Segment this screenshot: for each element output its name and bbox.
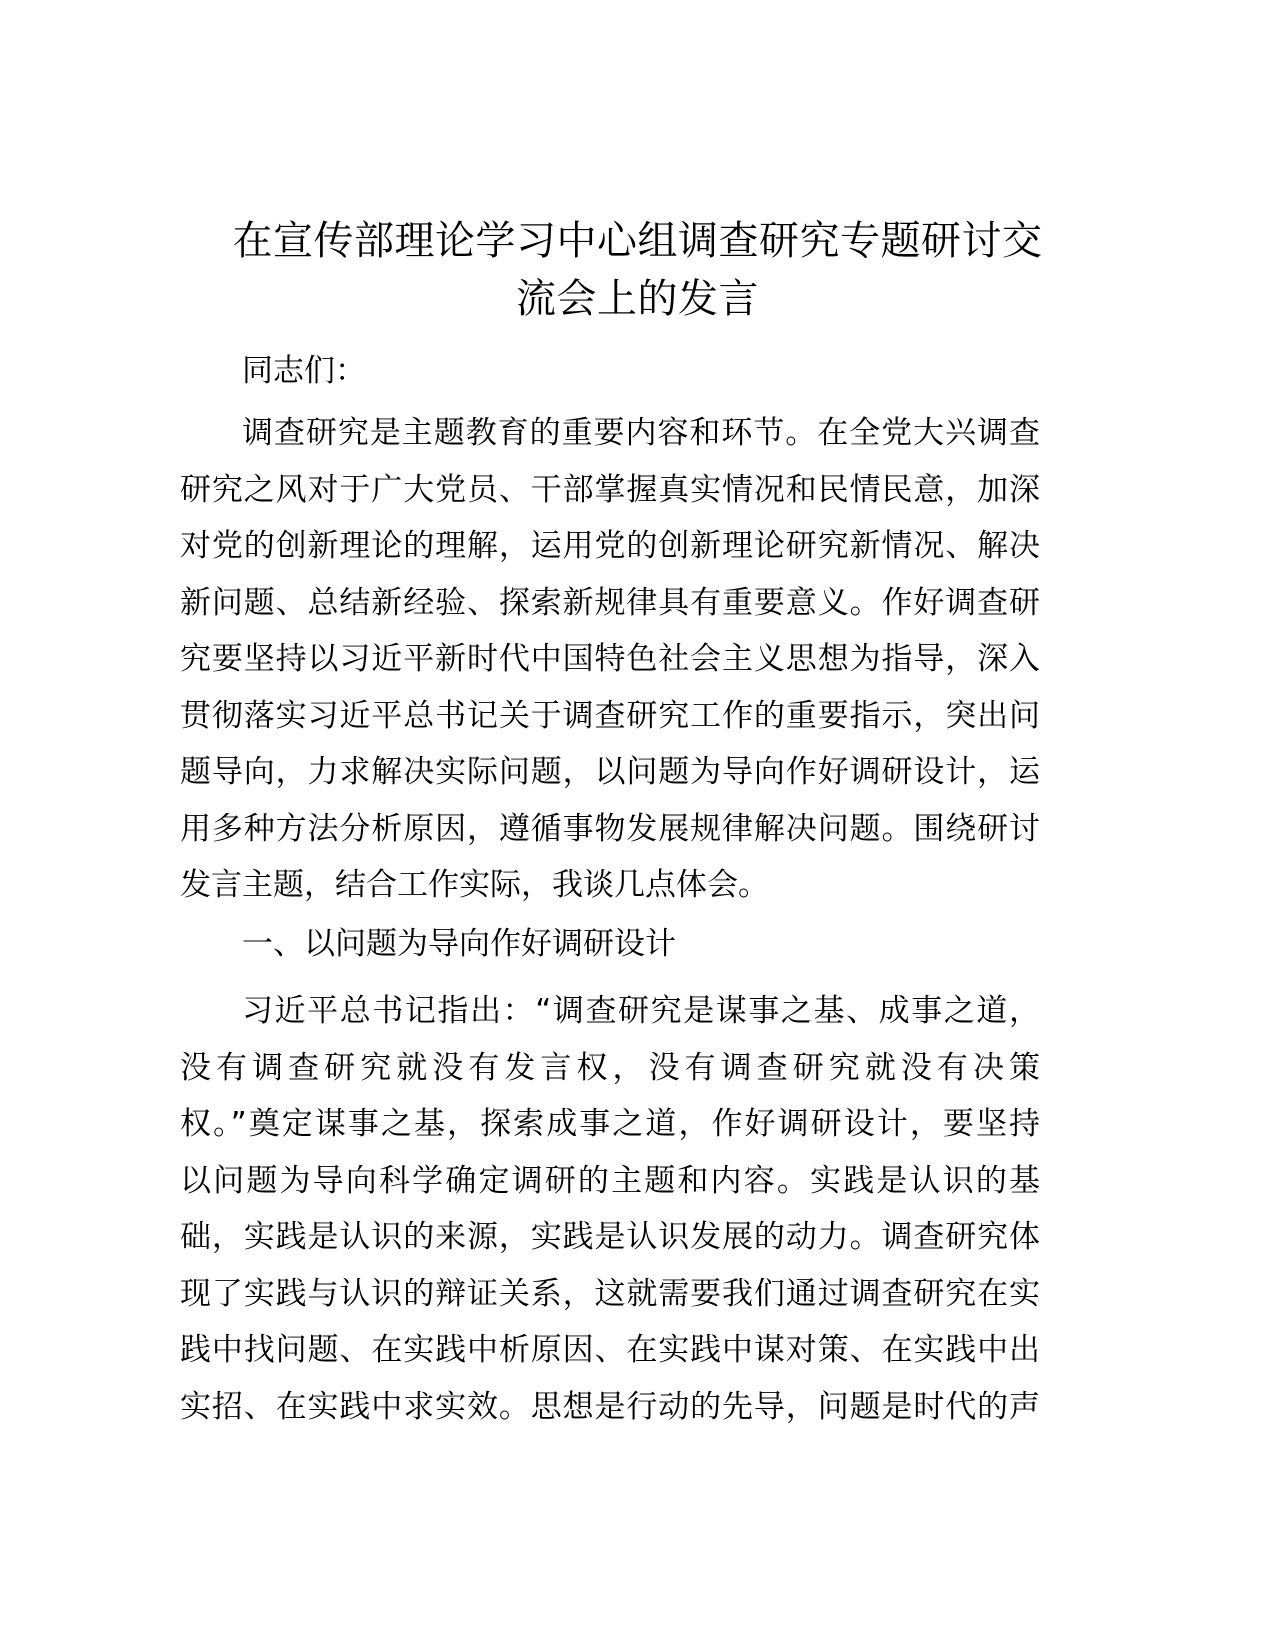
paragraph-line: 权。”奠定谋事之基，探索成事之道，作好调研设计，要坚持 bbox=[180, 1106, 1040, 1142]
paragraph-line: 用多种方法分析原因，遵循事物发展规律解决问题。围绕研讨 bbox=[180, 810, 1040, 847]
paragraph-line: 践中找问题、在实践中析原因、在实践中谋对策、在实践中出 bbox=[180, 1332, 1040, 1368]
section-1-heading-block bbox=[180, 916, 1040, 973]
paragraph-line: 实招、在实践中求实效。思想是行动的先导，问题是时代的声 bbox=[180, 1388, 1040, 1425]
section-heading: 一、以问题为导向作好调研设计 bbox=[242, 926, 676, 962]
paragraph-line: 发言主题，结合工作实际，我谈几点体会。 bbox=[180, 867, 769, 903]
title-line-2: 流会上的发言 bbox=[516, 276, 759, 322]
paragraph-1 bbox=[180, 405, 1040, 914]
paragraph-line: 究要坚持以习近平新时代中国特色社会主义思想为指导，深入 bbox=[180, 641, 1040, 677]
paragraph-line: 没有调查研究就没有发言权，没有调查研究就没有决策 bbox=[180, 1049, 1040, 1086]
paragraph-2 bbox=[180, 983, 1040, 1435]
paragraph-line: 习近平总书记指出：“调查研究是谋事之基、成事之道， bbox=[242, 993, 1040, 1029]
paragraph-line: 以问题为导向科学确定调研的主题和内容。实践是认识的基 bbox=[180, 1162, 1040, 1199]
title-line-1: 在宣传部理论学习中心组调查研究专题研讨交 bbox=[232, 218, 1043, 264]
salutation: 同志们： bbox=[242, 353, 366, 389]
paragraph-line: 贯彻落实习近平总书记关于调查研究工作的重要指示，突出问 bbox=[180, 697, 1040, 734]
paragraph-line: 调查研究是主题教育的重要内容和环节。在全党大兴调查 bbox=[242, 415, 1040, 451]
paragraph-line: 现了实践与认识的辩证关系，这就需要我们通过调查研究在实 bbox=[180, 1275, 1040, 1312]
paragraph-line: 题导向，力求解决实际问题，以问题为导向作好调研设计，运 bbox=[180, 754, 1040, 790]
document-title bbox=[150, 212, 1125, 328]
paragraph-line: 对党的创新理论的理解，运用党的创新理论研究新情况、解决 bbox=[180, 528, 1040, 564]
paragraph-line: 新问题、总结新经验、探索新规律具有重要意义。作好调查研 bbox=[180, 584, 1040, 621]
paragraph-line: 研究之风对于广大党员、干部掌握真实情况和民情民意，加深 bbox=[180, 471, 1040, 508]
paragraph-line: 础，实践是认识的来源，实践是认识发展的动力。调查研究体 bbox=[180, 1219, 1040, 1255]
salutation-block bbox=[180, 343, 1040, 400]
